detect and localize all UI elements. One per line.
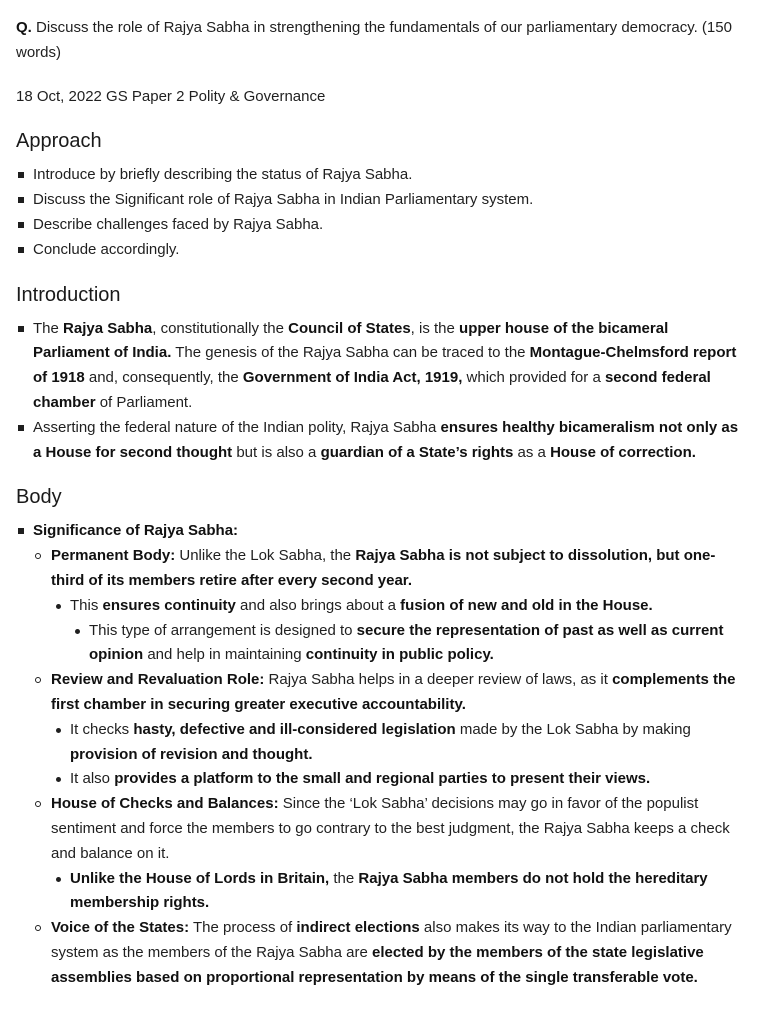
list-item: Introduce by briefly describing the status of Rajya Sabha. xyxy=(16,163,744,188)
text: Since the ‘Lok Sabha’ decisions may go in favor of the populist sentiment and force the members to go contrary to the best judgment, the Rajya Sabha keeps a check and balance on it. xyxy=(51,795,730,862)
introduction-list xyxy=(16,317,744,466)
text: The xyxy=(33,319,64,337)
body-list xyxy=(16,519,744,990)
bold-text: Rajya Sabha is not subject to dissolution, but one-third of its members retire after every second year. xyxy=(51,547,716,589)
bold-text: Voice of the States: xyxy=(51,919,190,937)
bold-text: Review and Revaluation Role: xyxy=(51,671,265,689)
text: and, consequently, the xyxy=(84,369,243,387)
significance-list xyxy=(33,544,744,990)
list-item: Discuss the Significant role of Rajya Sabha in Indian Parliamentary system. xyxy=(16,188,744,213)
bold-text: House of correction. xyxy=(550,443,696,461)
text: made by the Lok Sabha by making xyxy=(455,720,691,738)
text: the xyxy=(329,869,359,887)
text: , constitutionally the xyxy=(152,319,289,337)
text: Unlike the Lok Sabha, the xyxy=(175,547,356,565)
list-item xyxy=(51,867,744,917)
bold-text: second federal chamber xyxy=(33,369,711,411)
bold-text: Rajya Sabha xyxy=(63,319,153,337)
bold-text: ensures healthy bicameralism not only as a House for second thought xyxy=(33,418,739,461)
bold-text: Government of India Act, 1919, xyxy=(242,369,463,387)
bold-text: Rajya Sabha members do not hold the hereditary membership rights. xyxy=(70,869,708,912)
text: of Parliament. xyxy=(95,393,193,411)
question xyxy=(16,16,744,66)
significance-label: Significance of Rajya Sabha: xyxy=(33,522,239,540)
sub-list xyxy=(51,594,744,668)
bold-text: ensures continuity xyxy=(102,596,236,614)
approach-heading: Approach xyxy=(16,130,102,153)
bold-text: elected by the members of the state legislative assemblies based on proportional representation by means of the single transferable vote. xyxy=(51,943,704,986)
list-item xyxy=(70,619,744,669)
text: Asserting the federal nature of the Indian polity, Rajya Sabha xyxy=(33,418,441,436)
bold-text: House of Checks and Balances: xyxy=(51,795,279,813)
list-item: Conclude accordingly. xyxy=(16,238,744,263)
body-heading: Body xyxy=(16,486,62,509)
text: but is also a xyxy=(232,443,321,461)
sub-list xyxy=(51,867,744,917)
bold-text: Council of States xyxy=(288,319,411,337)
text: The genesis of the Rajya Sabha can be traced to the xyxy=(171,344,530,362)
text: Rajya Sabha helps in a deeper review of laws, as it xyxy=(264,671,613,689)
bold-text: indirect elections xyxy=(296,919,420,937)
list-item xyxy=(51,767,744,792)
text: as a xyxy=(513,443,551,461)
list-item xyxy=(51,718,744,768)
list-item xyxy=(16,416,744,466)
bold-text: hasty, defective and ill-considered legislation xyxy=(133,720,456,738)
text: which provided for a xyxy=(462,369,605,387)
text: It checks xyxy=(70,720,134,738)
list-item xyxy=(33,792,744,916)
introduction-heading: Introduction xyxy=(16,283,121,306)
bold-text: Montague-Chelmsford report of 1918 xyxy=(33,344,737,387)
list-item xyxy=(33,916,744,990)
bold-text: fusion of new and old in the House. xyxy=(400,596,653,614)
sub-sub-list xyxy=(70,619,744,669)
question-meta: 18 Oct, 2022 GS Paper 2 Polity & Governance xyxy=(16,87,326,105)
text: and also brings about a xyxy=(235,596,401,614)
text: and help in maintaining xyxy=(143,646,306,664)
bold-text: guardian of a State’s rights xyxy=(320,443,514,461)
bold-text: upper house of the bicameral Parliament of India. xyxy=(33,319,669,362)
bold-text: provides a platform to the small and regional parties to present their views. xyxy=(114,770,651,788)
text: also makes its way to the Indian parliamentary system as the members of the Rajya Sabha are xyxy=(51,919,732,961)
bold-text: secure the representation of past as well as current opinion xyxy=(89,621,724,664)
text: It also xyxy=(70,770,115,788)
bold-text: provision of revision and thought. xyxy=(70,745,313,763)
question-label: Q. xyxy=(16,19,32,36)
question-text: Discuss the role of Rajya Sabha in strengthening the fundamentals of our parliamentary democracy. (150 words) xyxy=(16,19,732,61)
approach-list xyxy=(16,163,744,262)
text: This type of arrangement is designed to xyxy=(89,621,357,639)
text: , is the xyxy=(410,319,460,337)
list-item: Describe challenges faced by Rajya Sabha. xyxy=(16,213,744,238)
bold-text: Unlike the House of Lords in Britain, xyxy=(70,869,330,887)
sub-list xyxy=(51,718,744,792)
list-item xyxy=(16,519,744,990)
list-item xyxy=(33,668,744,792)
bold-text: Permanent Body: xyxy=(51,547,176,565)
list-item xyxy=(16,317,744,416)
bold-text: complements the first chamber in securing greater executive accountability. xyxy=(51,671,736,713)
list-item xyxy=(51,594,744,668)
text: This xyxy=(70,596,103,614)
bold-text: continuity in public policy. xyxy=(305,646,494,664)
list-item xyxy=(33,544,744,668)
text: The process of xyxy=(189,919,297,937)
